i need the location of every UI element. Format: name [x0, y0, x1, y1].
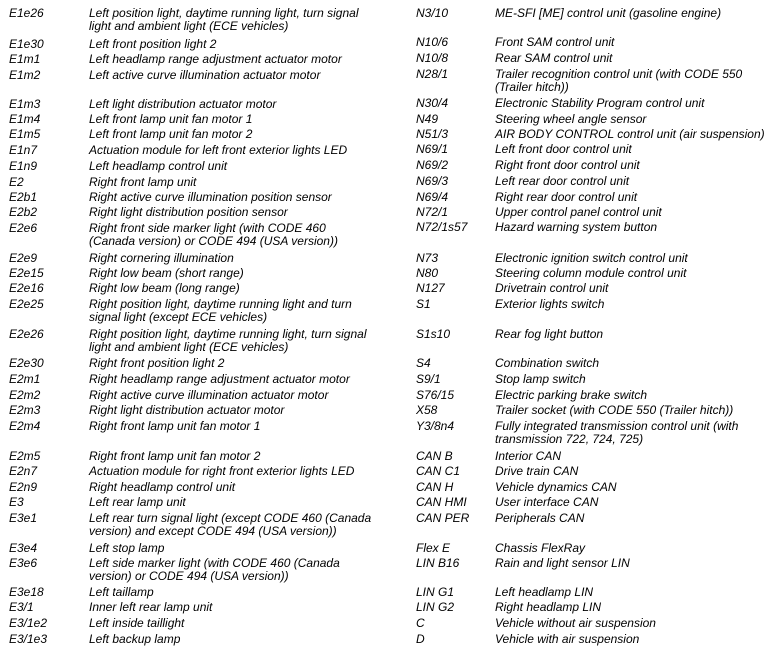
component-code: E2e16	[9, 281, 44, 295]
component-code: E1m5	[9, 127, 41, 141]
component-code: LIN B16	[416, 556, 460, 570]
description-line: Left rear door control unit	[495, 174, 630, 188]
component-description	[495, 557, 630, 570]
description-line: Hazard warning system button	[495, 220, 658, 234]
description-line: Left headlamp range adjustment actuator motor	[89, 52, 342, 66]
description-line: Rear SAM control unit	[495, 51, 613, 65]
component-code: S9/1	[416, 372, 441, 386]
component-code: CAN C1	[416, 464, 461, 478]
description-line: Vehicle without air suspension	[495, 616, 656, 630]
component-code: CAN B	[416, 449, 453, 463]
component-code: CAN PER	[416, 511, 470, 525]
component-code: E1m2	[9, 68, 41, 82]
component-code: E2e9	[9, 251, 38, 265]
description-line: Fully integrated transmission control unit (with	[495, 419, 739, 433]
description-line: Left taillamp	[89, 585, 154, 599]
description-line: Right low beam (long range)	[89, 281, 240, 295]
component-description	[89, 252, 234, 265]
description-line: Right headlamp control unit	[89, 480, 236, 494]
component-code: N49	[416, 112, 439, 126]
component-code: X58	[416, 403, 438, 417]
component-code: E2e25	[9, 297, 44, 311]
component-description	[89, 160, 227, 173]
description-line: Actuation module for left front exterior lights LED	[89, 143, 348, 157]
component-description	[89, 512, 371, 538]
component-description	[89, 144, 347, 157]
component-code: E1e30	[9, 37, 44, 51]
component-description	[495, 128, 765, 141]
component-description	[89, 404, 284, 417]
description-line: (Canada version) or CODE 494 (USA version))	[89, 234, 338, 248]
component-description	[495, 328, 603, 341]
description-line: Drive train CAN	[495, 464, 579, 478]
component-description	[495, 450, 561, 463]
description-line: light and ambient light (ECE vehicles)	[89, 340, 289, 354]
description-line: Combination switch	[495, 356, 600, 370]
description-line: Right front door control unit	[495, 158, 640, 172]
component-code: E3/1e2	[9, 616, 48, 630]
description-line: Right light distribution position sensor	[89, 205, 288, 219]
component-code: E1n9	[9, 159, 38, 173]
description-line: Left front position light 2	[89, 37, 217, 51]
component-code: S1	[416, 297, 431, 311]
component-description	[495, 617, 656, 630]
component-code: E3e18	[9, 585, 44, 599]
component-description	[89, 557, 340, 583]
component-code: N10/8	[416, 51, 449, 65]
component-description	[89, 586, 154, 599]
description-line: Electronic Stability Program control unit	[495, 96, 705, 110]
component-code: E2e6	[9, 221, 38, 235]
component-description	[89, 373, 350, 386]
description-line: Right position light, daytime running light, turn signal	[89, 327, 367, 341]
description-line: Left front lamp unit fan motor 1	[89, 112, 253, 126]
component-code: N73	[416, 251, 439, 265]
description-line: Right active curve illumination actuator motor	[89, 388, 329, 402]
description-line: Vehicle dynamics CAN	[495, 480, 617, 494]
component-description	[495, 206, 662, 219]
component-code: E2e26	[9, 327, 44, 341]
component-description	[495, 97, 704, 110]
component-description	[495, 52, 612, 65]
description-line: Left rear lamp unit	[89, 495, 186, 509]
component-description	[495, 282, 608, 295]
description-line: Right rear door control unit	[495, 190, 638, 204]
description-line: light and ambient light (ECE vehicles)	[89, 19, 289, 33]
component-description	[495, 586, 593, 599]
component-code: S76/15	[416, 388, 455, 402]
component-description	[89, 496, 186, 509]
description-line: ME-SFI [ME] control unit (gasoline engine)	[495, 6, 722, 20]
component-code: N80	[416, 266, 439, 280]
component-code: E2e15	[9, 266, 44, 280]
component-code: LIN G2	[416, 600, 455, 614]
component-code: E3/1	[9, 600, 34, 614]
component-code: N28/1	[416, 67, 449, 81]
description-line: Front SAM control unit	[495, 35, 615, 49]
description-line: Actuation module for right front exterior lights LED	[89, 464, 355, 478]
description-line: Left front lamp unit fan motor 2	[89, 127, 253, 141]
component-description	[495, 373, 586, 386]
component-description	[89, 328, 367, 354]
description-line: Left stop lamp	[89, 541, 165, 555]
description-line: Right front lamp unit	[89, 175, 197, 189]
component-description	[495, 404, 733, 417]
component-description	[495, 36, 614, 49]
component-description	[89, 7, 359, 33]
component-description	[495, 481, 617, 494]
component-description	[495, 7, 721, 20]
component-description	[495, 633, 639, 646]
component-code: E2n7	[9, 464, 38, 478]
component-code: LIN G1	[416, 585, 455, 599]
component-description	[89, 53, 342, 66]
component-description	[495, 601, 601, 614]
component-description	[495, 221, 657, 234]
description-line: Right front side marker light (with CODE 460	[89, 221, 326, 235]
component-description	[89, 69, 320, 82]
component-code: E2b1	[9, 190, 38, 204]
description-line: Left headlamp LIN	[495, 585, 594, 599]
component-description	[495, 159, 640, 172]
component-code: N72/1s57	[416, 220, 468, 234]
description-line: Right front lamp unit fan motor 2	[89, 449, 261, 463]
component-description	[495, 113, 646, 126]
component-description	[89, 389, 328, 402]
component-code: S1s10	[416, 327, 451, 341]
component-code: N69/3	[416, 174, 449, 188]
description-line: Right front lamp unit fan motor 1	[89, 419, 261, 433]
component-description	[495, 465, 578, 478]
description-line: AIR BODY CONTROL control unit (air suspension)	[495, 127, 765, 141]
component-code: E1m3	[9, 97, 41, 111]
component-code: E2n9	[9, 480, 38, 494]
description-line: Vehicle with air suspension	[495, 632, 640, 646]
component-code: E3	[9, 495, 24, 509]
description-line: User interface CAN	[495, 495, 599, 509]
description-line: Rear fog light button	[495, 327, 604, 341]
component-description	[495, 191, 637, 204]
description-line: Trailer recognition control unit (with CODE 550	[495, 67, 743, 81]
description-line: Drivetrain control unit	[495, 281, 609, 295]
component-description	[89, 222, 338, 248]
component-code: CAN H	[416, 480, 454, 494]
component-code: N30/4	[416, 96, 449, 110]
description-line: Electronic ignition switch control unit	[495, 251, 688, 265]
description-line: Stop lamp switch	[495, 372, 586, 386]
description-line: Peripherals CAN	[495, 511, 585, 525]
component-description	[495, 389, 647, 402]
component-description	[495, 252, 688, 265]
description-line: Left active curve illumination actuator motor	[89, 68, 321, 82]
component-code: N72/1	[416, 205, 449, 219]
component-description	[89, 206, 288, 219]
component-description	[89, 298, 352, 324]
component-code: E2m3	[9, 403, 41, 417]
description-line: Chassis FlexRay	[495, 541, 586, 555]
description-line: Trailer socket (with CODE 550 (Trailer hitch))	[495, 403, 734, 417]
description-line: Right position light, daytime running light and turn	[89, 297, 352, 311]
description-line: Inner left rear lamp unit	[89, 600, 213, 614]
component-description	[495, 143, 632, 156]
component-description	[495, 512, 584, 525]
component-code: E1m4	[9, 112, 41, 126]
description-line: Left front door control unit	[495, 142, 632, 156]
description-line: Steering wheel angle sensor	[495, 112, 647, 126]
component-code: D	[416, 632, 425, 646]
component-description	[495, 420, 738, 446]
description-line: Right front position light 2	[89, 356, 225, 370]
component-description	[89, 481, 235, 494]
component-code: E2m4	[9, 419, 41, 433]
component-code: N69/4	[416, 190, 449, 204]
component-code: E1e26	[9, 6, 44, 20]
description-line: version) and except CODE 494 (USA version))	[89, 524, 337, 538]
component-code: C	[416, 616, 425, 630]
component-description	[89, 128, 252, 141]
description-line: Rain and light sensor LIN	[495, 556, 630, 570]
component-description	[495, 542, 585, 555]
component-code: N127	[416, 281, 445, 295]
description-line: Interior CAN	[495, 449, 562, 463]
description-line: Right headlamp range adjustment actuator motor	[89, 372, 350, 386]
component-code: E2b2	[9, 205, 38, 219]
component-description	[495, 298, 604, 311]
component-code: E3/1e3	[9, 632, 48, 646]
component-description	[89, 450, 260, 463]
component-code: E3e4	[9, 541, 38, 555]
description-line: Upper control panel control unit	[495, 205, 662, 219]
component-code: Y3/8n4	[416, 419, 455, 433]
description-line: Left rear turn signal light (except CODE 460 (Canada	[89, 511, 372, 525]
component-description	[89, 465, 354, 478]
component-description	[495, 496, 598, 509]
description-line: Left inside taillight	[89, 616, 185, 630]
component-code: Flex E	[416, 541, 451, 555]
component-description	[495, 357, 599, 370]
description-line: Left backup lamp	[89, 632, 181, 646]
description-line: Left side marker light (with CODE 460 (Canada	[89, 556, 340, 570]
description-line: Right light distribution actuator motor	[89, 403, 285, 417]
component-code: E3e1	[9, 511, 38, 525]
component-code: E2m1	[9, 372, 41, 386]
description-line: Steering column module control unit	[495, 266, 687, 280]
component-code: N3/10	[416, 6, 449, 20]
component-description	[89, 282, 240, 295]
description-line: Left position light, daytime running light, turn signal	[89, 6, 359, 20]
description-line: Right low beam (short range)	[89, 266, 244, 280]
component-code: E2m2	[9, 388, 41, 402]
component-code: E3e6	[9, 556, 38, 570]
component-description	[495, 68, 742, 94]
component-description	[89, 267, 244, 280]
component-description	[495, 175, 629, 188]
description-line: signal light (except ECE vehicles)	[89, 310, 268, 324]
component-description	[89, 542, 164, 555]
component-description	[89, 191, 332, 204]
description-line: Right active curve illumination position sensor	[89, 190, 332, 204]
component-code: E2e30	[9, 356, 44, 370]
description-line: Right cornering illumination	[89, 251, 234, 265]
component-code: N10/6	[416, 35, 449, 49]
component-code: CAN HMI	[416, 495, 467, 509]
component-code: S4	[416, 356, 431, 370]
component-code: N69/1	[416, 142, 449, 156]
component-description	[89, 601, 212, 614]
component-description	[89, 617, 184, 630]
component-description	[89, 420, 260, 433]
component-description	[89, 113, 252, 126]
component-code: N69/2	[416, 158, 449, 172]
component-description	[89, 357, 224, 370]
component-code: E1m1	[9, 52, 41, 66]
component-description	[89, 98, 276, 111]
description-line: transmission 722, 724, 725)	[495, 432, 644, 446]
component-code: E2m5	[9, 449, 41, 463]
component-description	[89, 38, 216, 51]
component-code: E2	[9, 175, 24, 189]
description-line: Exterior lights switch	[495, 297, 605, 311]
component-description	[495, 267, 686, 280]
description-line: version) or CODE 494 (USA version))	[89, 569, 289, 583]
component-description	[89, 176, 196, 189]
description-line: Left headlamp control unit	[89, 159, 228, 173]
description-line: Electric parking brake switch	[495, 388, 648, 402]
description-line: (Trailer hitch))	[495, 80, 569, 94]
description-line: Right headlamp LIN	[495, 600, 602, 614]
description-line: Left light distribution actuator motor	[89, 97, 277, 111]
component-description	[89, 633, 180, 646]
component-code: E1n7	[9, 143, 38, 157]
component-code: N51/3	[416, 127, 449, 141]
